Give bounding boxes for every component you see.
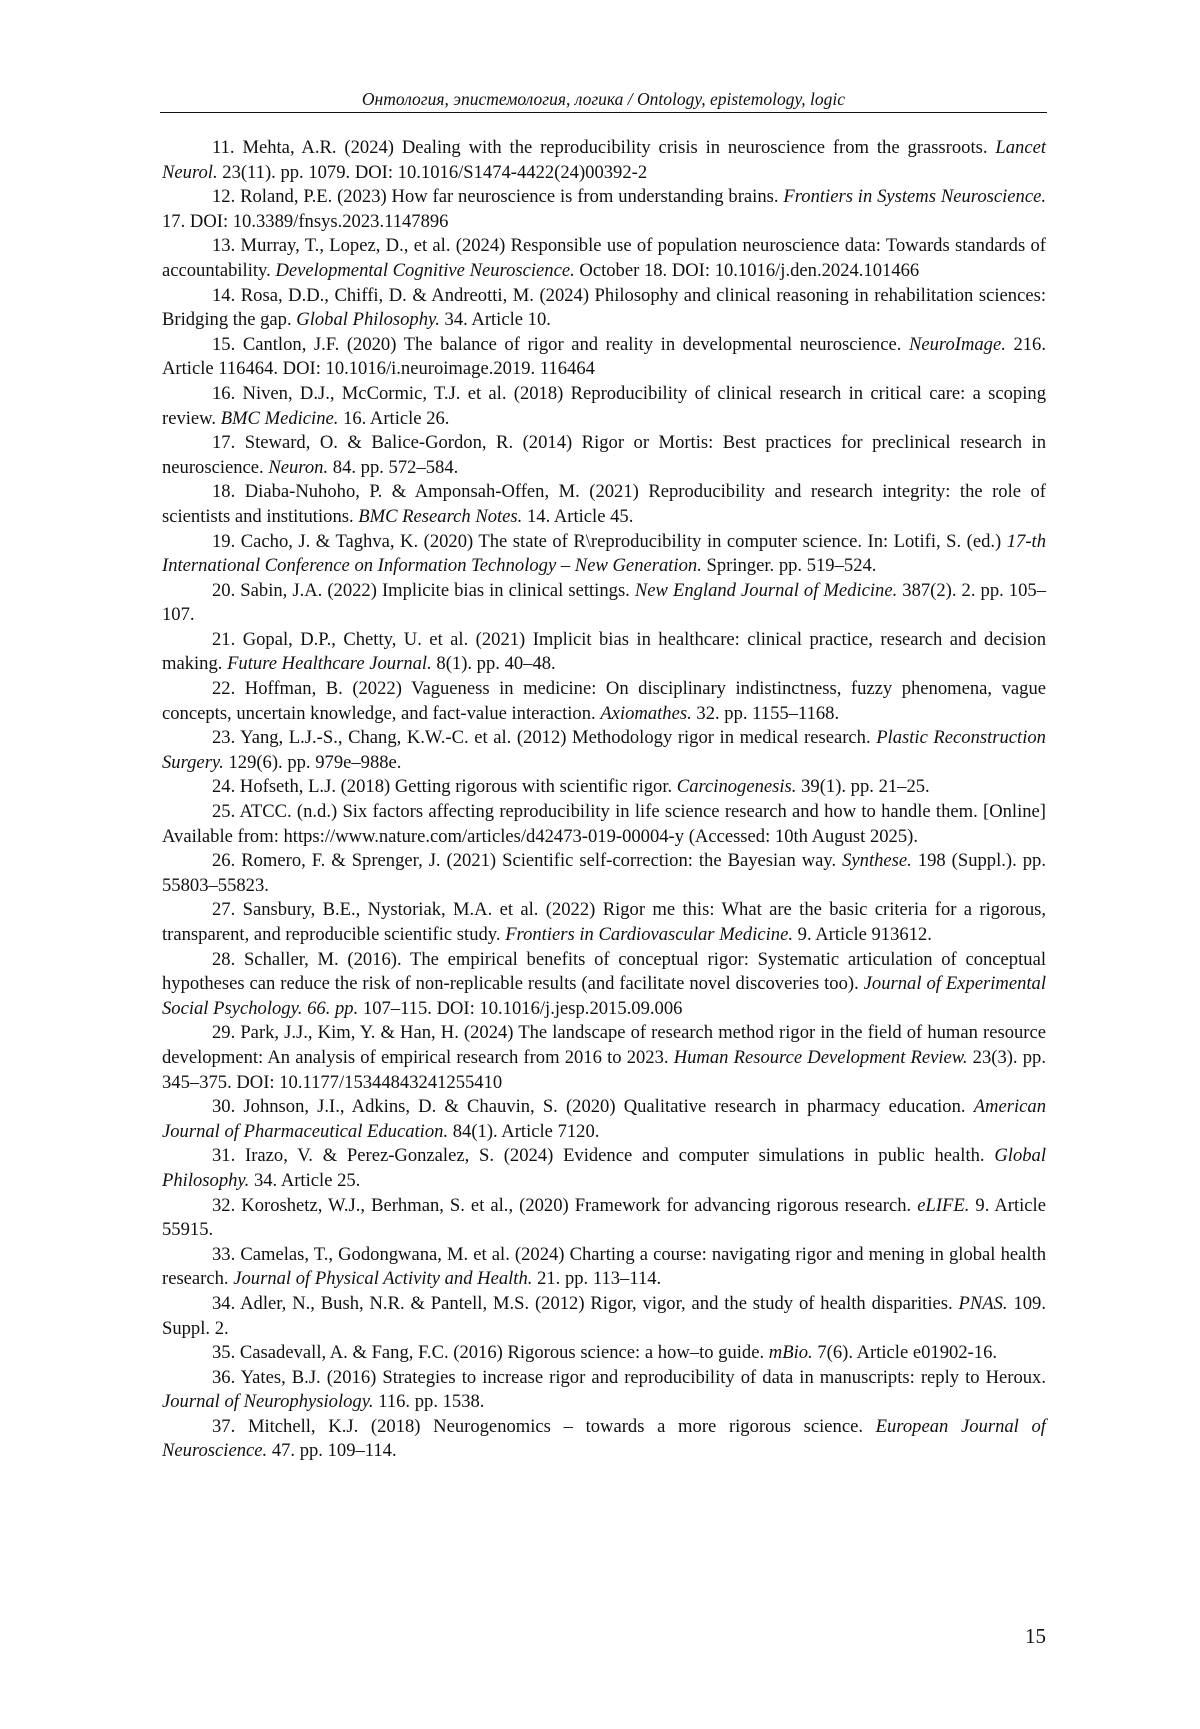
reference-details: 23(11). pp. 1079. DOI: 10.1016/S1474-4422(24)00392-2 bbox=[222, 161, 648, 183]
page-number: 15 bbox=[1025, 1624, 1046, 1648]
reference-item bbox=[162, 849, 1046, 898]
reference-details: 109. Suppl. 2. bbox=[162, 1292, 1046, 1339]
reference-source-title: BMC Research Notes. bbox=[358, 505, 523, 527]
reference-number: 12. bbox=[212, 186, 236, 208]
reference-details: 107–115. DOI: 10.1016/j.jesp.2015.09.006 bbox=[362, 997, 683, 1019]
reference-source-title: Synthese. bbox=[842, 850, 912, 872]
reference-details: 34. Article 25. bbox=[253, 1169, 361, 1191]
reference-details: Springer. pp. 519–524. bbox=[706, 555, 877, 577]
reference-item bbox=[162, 800, 1046, 849]
reference-source-title: BMC Medicine. bbox=[220, 407, 339, 429]
reference-details: 387(2). 2. pp. 105–107. bbox=[162, 579, 1046, 626]
reference-source-title: American Journal of Pharmaceutical Education. bbox=[162, 1096, 1046, 1142]
reference-text: Park, J.J., Kim, Y. & Han, H. (2024) The landscape of research method rigor in the field of human resource development: An analysis of empirical research from 2016 to 2023. bbox=[162, 1022, 1046, 1068]
reference-number: 21. bbox=[212, 628, 236, 650]
reference-details: 116. pp. 1538. bbox=[378, 1391, 485, 1413]
reference-number: 16. bbox=[212, 382, 236, 404]
reference-details: 34. Article 10. bbox=[444, 309, 551, 331]
reference-text: Sansbury, B.E., Nystoriak, M.A. et al. (2022) Rigor me this: What are the basic criteria for a rigorous, transparent, and reproducible scientific study. bbox=[162, 899, 1047, 945]
reference-text: Yates, B.J. (2016) Strategies to increase rigor and reproducibility of data in manuscripts: reply to Heroux. bbox=[240, 1366, 1046, 1388]
reference-source-title: Carcinogenesis. bbox=[676, 776, 797, 798]
reference-source-title: Lancet Neurol. bbox=[162, 137, 1046, 183]
reference-item bbox=[162, 431, 1046, 480]
reference-details: 129(6). pp. 979e–988e. bbox=[228, 751, 402, 773]
reference-details: 9. Article 913612. bbox=[797, 924, 932, 945]
reference-details: 8(1). pp. 40–48. bbox=[436, 653, 556, 675]
reference-item bbox=[162, 1415, 1046, 1464]
reference-text: Sabin, J.A. (2022) Implicite bias in clinical settings. bbox=[240, 579, 630, 601]
reference-source-title: Axiomathes. bbox=[600, 702, 692, 724]
reference-item bbox=[162, 677, 1046, 726]
reference-item bbox=[162, 382, 1046, 431]
reference-text: Steward, O. & Balice-Gordon, R. (2014) Rigor or Mortis: Best practices for preclinical research in neuroscience. bbox=[162, 432, 1046, 478]
reference-item bbox=[162, 948, 1046, 1022]
reference-source-title: Journal of Neurophysiology. bbox=[162, 1391, 374, 1413]
reference-source-title: eLIFE. bbox=[917, 1194, 970, 1216]
reference-text: Murray, T., Lopez, D., et al. (2024) Responsible use of population neuroscience data: Towards standards of accountability. bbox=[162, 235, 1046, 281]
reference-text: Roland, P.E. (2023) How far neuroscience is from understanding brains. bbox=[240, 186, 779, 208]
reference-details: 216. Article 116464. DOI: 10.1016/i.neuroimage.2019. 116464 bbox=[162, 333, 1046, 380]
reference-number: 28. bbox=[212, 948, 236, 970]
header-rule bbox=[160, 112, 1047, 113]
reference-number: 32. bbox=[212, 1194, 236, 1216]
reference-text: Schaller, M. (2016). The empirical benefits of conceptual rigor: Systematic articulation of conceptual hypotheses can reduce the risk of non-replicable results (and facilitate novel discoveries too). bbox=[162, 948, 1046, 995]
reference-item bbox=[162, 579, 1046, 628]
reference-source-title: mBio. bbox=[768, 1342, 813, 1364]
reference-item bbox=[162, 1095, 1046, 1144]
reference-details: 84(1). Article 7120. bbox=[452, 1120, 600, 1142]
reference-source-title: Human Resource Development Review. bbox=[673, 1046, 968, 1068]
reference-list bbox=[162, 136, 1046, 1464]
reference-text: Diaba-Nuhoho, P. & Amponsah-Offen, M. (2021) Reproducibility and research integrity: the role of scientists and institutions. bbox=[162, 481, 1046, 527]
reference-text: Cacho, J. & Taghva, K. (2020) The state of R\reproducibility in computer science. In: Lotifi, S. (ed.) bbox=[240, 530, 1002, 552]
reference-number: 25. bbox=[212, 801, 236, 823]
reference-number: 13. bbox=[212, 235, 236, 257]
reference-text: ATCC. (n.d.) Six factors affecting reproducibility in life science research and how to handle them. [Online] Available from: https://www.nature.com/articles/d42473-019-00004-y (Accessed: 10th August 2025). bbox=[162, 801, 1046, 847]
reference-source-title: New England Journal of Medicine. bbox=[634, 579, 898, 601]
reference-item bbox=[162, 530, 1046, 579]
running-header: Онтология, эпистемология, логика / Ontology, epistemology, logic bbox=[361, 89, 846, 109]
reference-details: 84. pp. 572–584. bbox=[332, 456, 459, 478]
reference-details: 16. Article 26. bbox=[343, 407, 450, 429]
reference-number: 23. bbox=[212, 727, 236, 749]
reference-details: 17. DOI: 10.3389/fnsys.2023.1147896 bbox=[162, 210, 449, 232]
reference-number: 11. bbox=[212, 137, 235, 158]
reference-item bbox=[162, 726, 1046, 775]
reference-item bbox=[162, 1292, 1046, 1341]
reference-text: Cantlon, J.F. (2020) The balance of rigor and reality in developmental neuroscience. bbox=[242, 333, 902, 355]
reference-text: Adler, N., Bush, N.R. & Pantell, M.S. (2012) Rigor, vigor, and the study of health disparities. bbox=[240, 1292, 953, 1314]
reference-details: 39(1). pp. 21–25. bbox=[801, 776, 930, 798]
reference-text: Johnson, J.I., Adkins, D. & Chauvin, S. (2020) Qualitative research in pharmacy education. bbox=[243, 1096, 966, 1118]
reference-text: Casadevall, A. & Fang, F.C. (2016) Rigorous science: a how–to guide. bbox=[239, 1342, 765, 1364]
reference-details: 23(3). pp. 345–375. DOI: 10.1177/15344843241255410 bbox=[162, 1046, 1046, 1093]
reference-number: 33. bbox=[212, 1243, 236, 1265]
reference-source-title: European Journal of Neuroscience. bbox=[162, 1415, 1046, 1462]
reference-details: 21. pp. 113–114. bbox=[537, 1268, 662, 1290]
reference-item bbox=[162, 284, 1046, 333]
reference-number: 31. bbox=[212, 1145, 236, 1167]
reference-number: 34. bbox=[212, 1292, 236, 1314]
reference-item bbox=[162, 185, 1046, 234]
reference-number: 17. bbox=[212, 432, 236, 454]
reference-details: 9. Article 55915. bbox=[162, 1194, 1046, 1241]
reference-number: 24. bbox=[212, 776, 236, 798]
reference-number: 37. bbox=[212, 1415, 236, 1437]
reference-item bbox=[162, 1366, 1046, 1415]
reference-text: Camelas, T., Godongwana, M. et al. (2024) Charting a course: navigating rigor and mening in global health research. bbox=[162, 1243, 1046, 1290]
reference-text: Hofseth, L.J. (2018) Getting rigorous with scientific rigor. bbox=[239, 776, 673, 798]
reference-details: 14. Article 45. bbox=[526, 505, 634, 527]
reference-number: 27. bbox=[212, 899, 236, 921]
reference-source-title: Plastic Reconstruction Surgery. bbox=[162, 727, 1046, 773]
reference-number: 15. bbox=[212, 333, 236, 355]
reference-text: Mitchell, K.J. (2018) Neurogenomics – towards a more rigorous science. bbox=[247, 1415, 863, 1437]
reference-text: Koroshetz, W.J., Berhman, S. et al., (2020) Framework for advancing rigorous research. bbox=[241, 1194, 912, 1216]
reference-details: 47. pp. 109–114. bbox=[271, 1440, 397, 1462]
reference-number: 26. bbox=[212, 850, 236, 872]
reference-item bbox=[162, 628, 1046, 677]
reference-source-title: 17-th International Conference on Information Technology – New Generation. bbox=[162, 530, 1046, 577]
reference-source-title: Frontiers in Systems Neuroscience. bbox=[783, 186, 1046, 208]
reference-source-title: NeuroImage. bbox=[908, 333, 1006, 355]
reference-source-title: Frontiers in Cardiovascular Medicine. bbox=[505, 924, 794, 945]
reference-source-title: Developmental Cognitive Neuroscience. bbox=[275, 259, 575, 281]
reference-text: Hoffman, B. (2022) Vagueness in medicine: On disciplinary indistinctness, fuzzy phenomena, vague concepts, uncertain knowledge, and fact-value interaction. bbox=[162, 678, 1046, 724]
reference-number: 36. bbox=[212, 1366, 236, 1388]
reference-item bbox=[162, 333, 1046, 382]
reference-details: 7(6). Article e01902-16. bbox=[817, 1342, 998, 1364]
reference-source-title: Journal of Experimental Social Psychology. 66. pp. bbox=[162, 973, 1046, 1019]
reference-item bbox=[162, 1341, 1046, 1366]
reference-item bbox=[162, 1021, 1046, 1095]
reference-source-title: Global Philosophy. bbox=[162, 1145, 1047, 1191]
reference-item bbox=[162, 136, 1046, 185]
reference-item bbox=[162, 1194, 1046, 1243]
reference-number: 14. bbox=[212, 284, 236, 306]
reference-text: Gopal, D.P., Chetty, U. et al. (2021) Implicit bias in healthcare: clinical practice, research and decision making. bbox=[162, 628, 1047, 675]
reference-item bbox=[162, 234, 1046, 283]
reference-item bbox=[162, 1144, 1046, 1193]
reference-item bbox=[162, 775, 1046, 800]
reference-source-title: Neuron. bbox=[268, 456, 329, 478]
reference-number: 30. bbox=[212, 1096, 236, 1118]
reference-item bbox=[162, 898, 1046, 947]
reference-number: 29. bbox=[212, 1022, 236, 1044]
reference-source-title: PNAS. bbox=[958, 1292, 1008, 1314]
reference-text: Romero, F. & Sprenger, J. (2021) Scientific self-correction: the Bayesian way. bbox=[241, 850, 837, 872]
reference-text: Irazo, V. & Perez-Gonzalez, S. (2024) Evidence and computer simulations in public health. bbox=[245, 1145, 985, 1167]
reference-text: Niven, D.J., McCormic, T.J. et al. (2018) Reproducibility of clinical research in critical care: a scoping review. bbox=[162, 382, 1046, 429]
reference-number: 35. bbox=[212, 1342, 236, 1364]
reference-source-title: Journal of Physical Activity and Health. bbox=[233, 1268, 533, 1290]
reference-number: 20. bbox=[212, 579, 236, 601]
reference-number: 22. bbox=[212, 678, 236, 700]
reference-number: 19. bbox=[212, 530, 236, 552]
reference-text: Yang, L.J.-S., Chang, K.W.-C. et al. (2012) Methodology rigor in medical research. bbox=[240, 727, 871, 749]
reference-item bbox=[162, 1243, 1046, 1292]
reference-details: 198 (Suppl.). pp. 55803–55823. bbox=[162, 850, 1046, 896]
reference-source-title: Global Philosophy. bbox=[296, 309, 440, 331]
reference-text: Rosa, D.D., Chiffi, D. & Andreotti, M. (2024) Philosophy and clinical reasoning in rehabilitation sciences: Bridging the gap. bbox=[162, 284, 1046, 331]
reference-source-title: Future Healthcare Journal. bbox=[227, 653, 432, 675]
reference-item bbox=[162, 480, 1046, 529]
reference-details: October 18. DOI: 10.1016/j.den.2024.101466 bbox=[579, 259, 920, 281]
reference-details: 32. pp. 1155–1168. bbox=[696, 702, 840, 724]
reference-number: 18. bbox=[212, 481, 236, 503]
reference-text: Mehta, A.R. (2024) Dealing with the reproducibility crisis in neuroscience from the grassroots. bbox=[242, 137, 988, 158]
